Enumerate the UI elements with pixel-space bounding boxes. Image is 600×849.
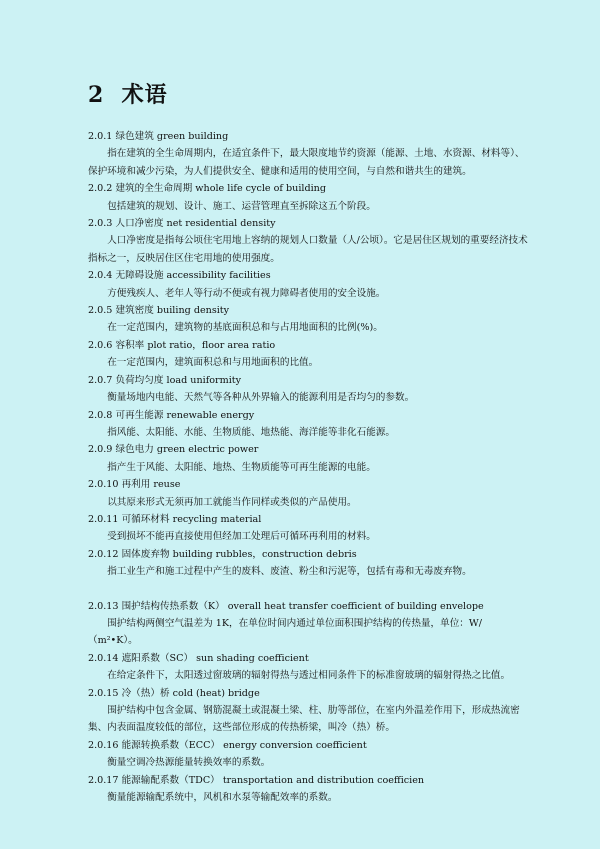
term-definition: 指风能、太阳能、水能、生物质能、地热能、海洋能等非化石能源。 <box>107 426 395 438</box>
term-heading <box>88 650 528 667</box>
term-entry <box>88 598 528 650</box>
term-code: 2.0.4 <box>88 270 113 282</box>
term-definition: 指工业生产和施工过程中产生的废料、废渣、粉尘和污泥等，包括有毒和无毒废弃物。 <box>107 566 472 578</box>
term-name: 容积率 <box>115 339 145 351</box>
term-name: 绿色电力 <box>115 444 154 456</box>
term-english: accessibility facilities <box>166 270 271 282</box>
term-definition: 包括建筑的规划、设计、施工、运营管理直至拆除这五个阶段。 <box>107 200 376 212</box>
term-english: green building <box>156 131 229 142</box>
term-english: renewable energy <box>166 409 255 421</box>
term-name: 围护结构传热系数（K） <box>121 600 225 612</box>
term-english: whole life cycle of building <box>195 183 326 195</box>
term-code: 2.0.16 <box>88 739 119 751</box>
term-heading <box>88 128 528 145</box>
term-english: load uniformity <box>166 374 242 386</box>
term-definition: 方便残疾人、老年人等行动不便或有视力障碍者使用的安全设施。 <box>107 287 386 299</box>
term-heading <box>88 180 528 197</box>
term-name: 无障碍设施 <box>115 270 164 282</box>
term-name: 能源转换系数（ECC） <box>121 739 221 751</box>
term-code: 2.0.7 <box>88 374 113 386</box>
term-code: 2.0.6 <box>88 339 113 351</box>
term-entry <box>88 546 528 581</box>
term-definition: 在一定范围内，建筑面积总和与用地面积的比值。 <box>107 357 319 369</box>
term-name: 建筑密度 <box>115 305 154 317</box>
term-entry <box>88 737 528 772</box>
term-name: 冷（热）桥 <box>121 687 170 699</box>
term-english: building rubbles，construction debris <box>172 548 357 560</box>
term-heading <box>88 685 528 702</box>
term-entry <box>88 511 528 546</box>
term-entry <box>88 407 528 442</box>
term-code: 2.0.13 <box>88 600 119 612</box>
term-heading <box>88 737 528 754</box>
term-definition: 围护结构中包含金属、钢筋混凝土或混凝土梁、柱、肋等部位，在室内外温差作用下，形成热流密集、内表面温度较低的部位，这些部位形成的传热桥梁，叫冷（热）桥。 <box>88 705 520 734</box>
term-heading <box>88 372 528 389</box>
term-entry <box>88 772 528 807</box>
term-code: 2.0.17 <box>88 774 119 786</box>
term-code: 2.0.14 <box>88 652 119 664</box>
term-entry <box>88 441 528 476</box>
term-definition: 指产生于风能、太阳能、地热、生物质能等可再生能源的电能。 <box>107 461 376 473</box>
term-name: 能源输配系数（TDC） <box>121 774 220 786</box>
chapter-number: 2 <box>88 82 105 108</box>
term-definition: 人口净密度是指每公顷住宅用地上容纳的规划人口数量（人/公顷）。它是居住区规划的重要经济技术指标之一，反映居住区住宅用地的使用强度。 <box>88 235 528 264</box>
term-definition: 衡量能源输配系统中，风机和水泵等输配效率的系数。 <box>107 792 338 804</box>
term-definition: 受到损坏不能再直接使用但经加工处理后可循环再利用的材料。 <box>107 531 376 543</box>
term-name: 固体废弃物 <box>121 548 170 560</box>
term-list <box>88 128 528 806</box>
term-name: 可再生能源 <box>115 409 164 421</box>
term-english: transportation and distribution coefficien <box>222 774 425 786</box>
term-entry <box>88 337 528 372</box>
term-heading <box>88 267 528 284</box>
section-gap <box>88 581 528 598</box>
term-code: 2.0.15 <box>88 687 119 699</box>
term-english: green electric power <box>156 444 259 456</box>
term-definition: 指在建筑的全生命周期内，在适宜条件下，最大限度地节约资源（能源、土地、水资源、材料等）、保护环境和减少污染，为人们提供安全、健康和适用的使用空间，与自然和谐共生的建筑。 <box>88 148 525 177</box>
term-entry <box>88 302 528 337</box>
term-definition: 衡量场地内电能、天然气等各种从外界输入的能源利用是否均匀的参数。 <box>107 392 415 404</box>
term-code: 2.0.1 <box>88 131 113 142</box>
term-code: 2.0.5 <box>88 305 113 317</box>
term-code: 2.0.3 <box>88 218 113 230</box>
chapter-heading <box>88 78 168 109</box>
chapter-title: 术语 <box>121 82 168 108</box>
term-code: 2.0.9 <box>88 444 113 456</box>
term-entry <box>88 372 528 407</box>
term-code: 2.0.12 <box>88 548 119 560</box>
term-name: 再利用 <box>121 479 151 491</box>
term-english: sun shading coefficient <box>196 652 309 664</box>
term-code: 2.0.11 <box>88 513 119 525</box>
term-entry <box>88 685 528 737</box>
term-english: energy conversion coefficient <box>223 739 367 751</box>
term-definition: 衡量空调冷热源能量转换效率的系数。 <box>107 757 271 769</box>
term-english: reuse <box>153 479 181 491</box>
term-definition: 围护结构两侧空气温差为 1K，在单位时间内通过单位面积围护结构的传热量，单位：W/（m²•K）。 <box>88 617 482 647</box>
term-name: 绿色建筑 <box>115 131 154 142</box>
term-definition: 在给定条件下，太阳透过窗玻璃的辐射得热与透过相同条件下的标准窗玻璃的辐射得热之比值。 <box>107 670 511 682</box>
term-heading <box>88 772 528 789</box>
term-definition: 在一定范围内，建筑物的基底面积总和与占用地面积的比例(%)。 <box>107 322 383 334</box>
term-heading <box>88 476 528 493</box>
term-heading <box>88 598 528 615</box>
term-entry <box>88 180 528 215</box>
term-name: 遮阳系数（SC） <box>121 652 194 664</box>
term-entry <box>88 650 528 685</box>
term-code: 2.0.10 <box>88 479 119 491</box>
term-english: builing density <box>156 305 230 317</box>
term-entry <box>88 215 528 267</box>
term-name: 建筑的全生命周期 <box>115 183 193 195</box>
term-definition: 以其原来形式无须再加工就能当作同样或类似的产品使用。 <box>107 496 357 508</box>
term-entry <box>88 267 528 302</box>
term-code: 2.0.8 <box>88 409 113 421</box>
term-name: 人口净密度 <box>115 218 164 230</box>
term-english: plot ratio，floor area ratio <box>147 339 276 351</box>
term-english: recycling material <box>172 513 262 525</box>
term-heading <box>88 441 528 458</box>
term-name: 可循环材料 <box>121 513 170 525</box>
term-name: 负荷均匀度 <box>115 374 164 386</box>
term-heading <box>88 215 528 232</box>
term-english: overall heat transfer coefficient of building envelope <box>227 600 484 612</box>
term-entry <box>88 128 528 180</box>
term-heading <box>88 337 528 354</box>
term-english: cold (heat) bridge <box>172 687 260 699</box>
term-code: 2.0.2 <box>88 183 113 195</box>
term-heading <box>88 511 528 528</box>
term-heading <box>88 546 528 563</box>
term-heading <box>88 407 528 424</box>
term-english: net residential density <box>166 218 276 230</box>
term-entry <box>88 476 528 511</box>
term-heading <box>88 302 528 319</box>
